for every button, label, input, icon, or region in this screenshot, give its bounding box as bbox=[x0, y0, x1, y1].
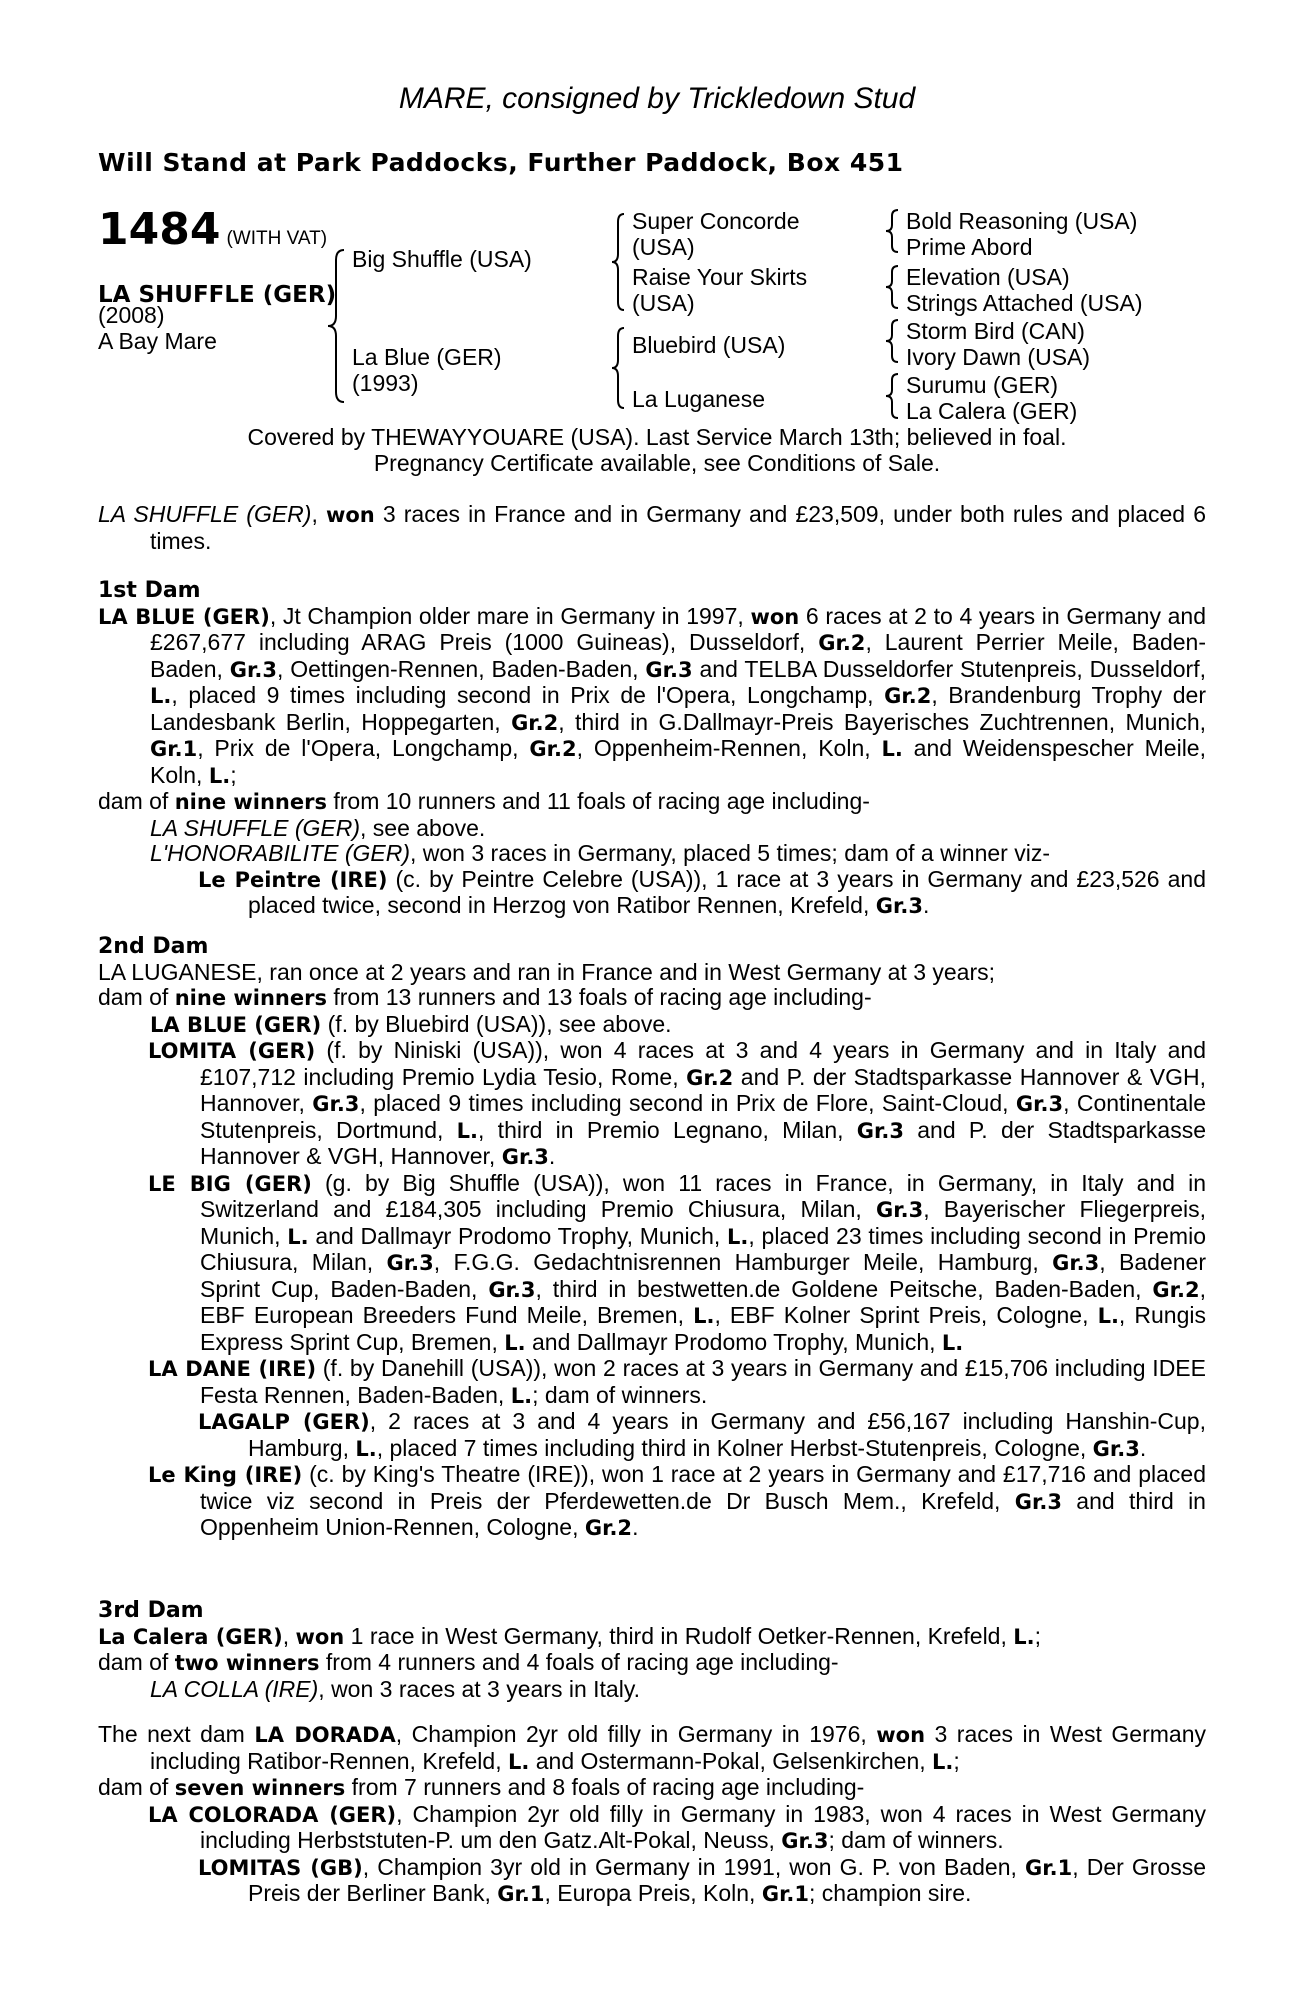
produce-item bbox=[98, 1462, 1206, 1542]
pregnancy-line: Pregnancy Certificate available, see Conditions of Sale. bbox=[373, 450, 941, 476]
produce-name: Le King (IRE) bbox=[148, 1463, 303, 1487]
grade-label: Gr.3 bbox=[312, 1092, 360, 1116]
winners-count: nine winners bbox=[174, 790, 327, 814]
produce-name: LOMITA (GER) bbox=[148, 1039, 316, 1063]
next-dam-name: LA DORADA bbox=[254, 1723, 396, 1747]
text: (f. by Danehill (USA)), won 2 races at 3 years in Germany and £15,706 including IDEE Festa Rennen, Baden-Baden, bbox=[200, 1355, 1206, 1408]
text: , Oettingen-Rennen, Baden-Baden, bbox=[276, 655, 646, 682]
grade-label: Gr.1 bbox=[761, 1882, 810, 1906]
text: ; dam of winners. bbox=[532, 1381, 708, 1408]
grade-label: Gr.3 bbox=[1052, 1251, 1100, 1275]
listed-label: L. bbox=[1097, 1304, 1119, 1328]
produce-name: LA COLORADA (GER) bbox=[148, 1802, 397, 1827]
stand-location: Will Stand at Park Paddocks, Further Paddock, Box 451 bbox=[98, 148, 904, 177]
grade-label: Gr.3 bbox=[501, 1145, 549, 1169]
grade-label: Gr.3 bbox=[781, 1829, 829, 1853]
text: (f. by Niniski (USA)), won 4 races at 3 and 4 years in Germany and in Italy and £107,712 including Premio Lydia Tesio, Rome, bbox=[200, 1037, 1206, 1090]
lot-number-block bbox=[98, 204, 327, 255]
text: ; bbox=[953, 1747, 960, 1774]
text: (f. by Bluebird (USA)), see above. bbox=[321, 1010, 672, 1037]
text: , Jt Champion older mare in Germany in 1997, bbox=[269, 602, 751, 629]
text: 6 races at 2 to 4 years in Germany and £267,677 including ARAG Preis (1000 Guineas), Dusseldorf, bbox=[150, 602, 1207, 655]
pedigree-sire: Big Shuffle (USA) bbox=[352, 246, 532, 272]
text: dam of bbox=[98, 788, 175, 814]
text: from 4 runners and 4 foals of racing age including- bbox=[319, 1649, 839, 1675]
text: , Bayerischer Fliegerpreis, Munich, bbox=[200, 1196, 1206, 1249]
text: . bbox=[548, 1143, 556, 1169]
next-dam-section bbox=[98, 1722, 1206, 1908]
first-dam-section bbox=[98, 578, 1206, 920]
first-dam-name: LA BLUE (GER) bbox=[98, 604, 270, 629]
listed-label: L. bbox=[1013, 1624, 1035, 1649]
text: , Rungis Express Sprint Cup, Bremen, bbox=[200, 1302, 1207, 1355]
covering-line: Covered by THEWAYYOUARE (USA). Last Service March 13th; believed in foal. bbox=[247, 424, 1067, 450]
pedigree-dds: Surumu (GER) bbox=[906, 372, 1059, 398]
text: 3 races in West Germany including Ratibor-Rennen, Krefeld, bbox=[150, 1721, 1206, 1774]
text: , Champion 2yr old filly in Germany in 1976, bbox=[395, 1721, 877, 1747]
text: , won 3 races in Germany, placed 5 times; dam of a winner viz- bbox=[410, 840, 1051, 866]
lot-number: 1484 bbox=[98, 204, 221, 255]
grade-label: Gr.2 bbox=[529, 737, 577, 761]
grade-label: Gr.3 bbox=[386, 1251, 434, 1275]
pedigree-sss: Bold Reasoning (USA) bbox=[906, 208, 1138, 234]
produce-name: LE BIG (GER) bbox=[148, 1171, 312, 1196]
listed-label: L. bbox=[510, 1383, 533, 1408]
grade-label: Gr.3 bbox=[229, 657, 277, 682]
pedigree-brace-ds bbox=[880, 316, 902, 366]
text: The next dam bbox=[98, 1721, 255, 1747]
first-dam-heading: 1st Dam bbox=[98, 578, 201, 603]
text: , Oppenheim-Rennen, Koln, bbox=[576, 735, 882, 761]
text: (c. by Peintre Celebre (USA)), 1 race at 3 years in Germany and £23,526 and placed twice, second in Herzog von Ratibor Rennen, Krefeld, bbox=[248, 865, 1206, 918]
text: and Ostermann-Pokal, Gelsenkirchen, bbox=[529, 1747, 933, 1774]
pedigree-sire-sire-country: (USA) bbox=[632, 234, 695, 260]
pedigree-sire-sire: Super Concorde bbox=[632, 208, 800, 234]
listed-label: L. bbox=[208, 763, 231, 788]
grade-label: Gr.3 bbox=[1092, 1436, 1140, 1461]
intro-text: 3 races in France and in Germany and £23,509, under both rules and placed 6 times. bbox=[150, 501, 1206, 554]
pedigree-brace-main bbox=[320, 246, 350, 406]
text: and P. der Stadtsparkasse Hannover & VGH, Hannover, bbox=[200, 1116, 1206, 1169]
text: , F.G.G. Gedachtnisrennen Hamburger Meile, Hamburg, bbox=[433, 1249, 1053, 1275]
horse-description: A Bay Mare bbox=[98, 328, 217, 354]
text: and TELBA Dusseldorfer Stutenpreis, Dusseldorf, bbox=[692, 655, 1206, 682]
pedigree-sdd: Strings Attached (USA) bbox=[906, 290, 1143, 316]
first-dam-produce-summary bbox=[98, 789, 1206, 816]
text: , see above. bbox=[360, 814, 486, 841]
pedigree-dam-year: (1993) bbox=[352, 370, 419, 396]
text: , EBF Kolner Sprint Preis, Cologne, bbox=[714, 1302, 1098, 1328]
grade-label: Gr.3 bbox=[856, 1118, 904, 1143]
text: . bbox=[1139, 1434, 1147, 1461]
grade-label: Gr.2 bbox=[884, 684, 932, 708]
produce-item bbox=[98, 1409, 1206, 1462]
second-dam-produce-summary bbox=[98, 985, 1206, 1012]
produce-name: LA BLUE (GER) bbox=[150, 1012, 322, 1037]
grade-label: Gr.3 bbox=[1014, 1489, 1062, 1514]
vat-note: (WITH VAT) bbox=[226, 228, 328, 249]
listed-label: L. bbox=[355, 1436, 377, 1461]
text: ; dam of winners. bbox=[828, 1827, 1004, 1853]
first-dam-record bbox=[98, 604, 1206, 790]
third-dam-section bbox=[98, 1598, 1206, 1702]
text: , Laurent Perrier Meile, Baden-Baden, bbox=[150, 629, 1206, 682]
text: and Dallmayr Prodomo Trophy, Munich, bbox=[308, 1222, 728, 1249]
produce-item bbox=[98, 1012, 1206, 1039]
text: from 10 runners and 11 foals of racing age including- bbox=[326, 788, 870, 814]
produce-item bbox=[98, 1802, 1206, 1855]
text: , placed 9 times including second in Prix de l'Opera, Longchamp, bbox=[171, 682, 885, 708]
pedigree-sds: Elevation (USA) bbox=[906, 264, 1070, 290]
produce-name: LA DANE (IRE) bbox=[148, 1357, 317, 1381]
grade-label: Gr.2 bbox=[511, 710, 559, 735]
listed-label: L. bbox=[287, 1224, 309, 1249]
text: from 7 runners and 8 foals of racing age including- bbox=[345, 1774, 865, 1800]
third-dam-name: La Calera (GER) bbox=[98, 1624, 283, 1649]
text: , Prix de l'Opera, Longchamp, bbox=[197, 735, 530, 761]
text: and P. der Stadtsparkasse Hannover & VGH, Hannover, bbox=[200, 1063, 1206, 1116]
text: , won 3 races at 3 years in Italy. bbox=[318, 1675, 641, 1702]
text: , EBF European Breeders Fund Meile, Bremen, bbox=[200, 1275, 1206, 1328]
pedigree-dam-dam: La Luganese bbox=[632, 386, 766, 412]
pedigree-dss: Storm Bird (CAN) bbox=[906, 318, 1085, 344]
produce-name: Le Peintre (IRE) bbox=[198, 867, 388, 892]
won-label: won bbox=[876, 1723, 926, 1747]
produce-item bbox=[98, 1677, 1206, 1703]
winners-count: nine winners bbox=[174, 986, 327, 1010]
listed-label: L. bbox=[504, 1330, 526, 1355]
text: and Dallmayr Prodomo Trophy, Munich, bbox=[525, 1328, 942, 1355]
grade-label: Gr.3 bbox=[645, 657, 693, 682]
consignor-header: MARE, consigned by Trickledown Stud bbox=[398, 82, 916, 115]
text: dam of bbox=[98, 1774, 175, 1800]
text: , third in bestwetten.de Goldene Peitsche, Baden-Baden, bbox=[535, 1275, 1153, 1302]
horse-name: LA SHUFFLE (GER) bbox=[98, 282, 337, 308]
text: , Champion 2yr old filly in Germany in 1983, won 4 races in West Germany including Herbststuten-P. um den Gatz.Alt-Pokal, Neuss, bbox=[200, 1800, 1206, 1853]
pedigree-brace-dam bbox=[606, 324, 628, 412]
grade-label: Gr.3 bbox=[488, 1277, 536, 1302]
second-dam-record: LA LUGANESE, ran once at 2 years and ran in France and in West Germany at 3 years; bbox=[98, 958, 996, 985]
text: , bbox=[282, 1622, 296, 1649]
listed-label: L. bbox=[507, 1749, 530, 1774]
grade-label: Gr.1 bbox=[150, 737, 198, 761]
listed-label: L. bbox=[456, 1118, 479, 1143]
pedigree-brace-ss bbox=[880, 206, 902, 256]
pedigree-brace-dd bbox=[880, 370, 902, 422]
text: (c. by King's Theatre (IRE)), won 1 race at 2 years in Germany and £17,716 and placed twice viz second in Preis der Pferdewetten.de Dr Busch Mem., Krefeld, bbox=[200, 1461, 1206, 1514]
won-label: won bbox=[295, 1624, 345, 1649]
text: (g. by Big Shuffle (USA)), won 11 races in France, in Germany, in Italy and in Switzerland and £184,305 including Premio Chiusura, Milan, bbox=[200, 1169, 1206, 1222]
text: 1 race in West Germany, third in Rudolf Oetker-Rennen, Krefeld, bbox=[344, 1622, 1014, 1649]
text: . bbox=[922, 892, 930, 918]
pedigree-brace-sd bbox=[880, 262, 902, 312]
produce-name: LA SHUFFLE (GER) bbox=[150, 814, 361, 841]
winners-count: seven winners bbox=[174, 1776, 346, 1800]
grade-label: Gr.3 bbox=[875, 894, 923, 918]
covering-note bbox=[0, 424, 1314, 476]
grade-label: Gr.2 bbox=[686, 1065, 734, 1090]
produce-item bbox=[98, 816, 1206, 842]
next-dam-produce-summary bbox=[98, 1775, 1206, 1802]
pedigree-sire-dam-country: (USA) bbox=[632, 290, 695, 316]
intro-section bbox=[98, 502, 1206, 554]
grade-label: Gr.2 bbox=[818, 631, 866, 655]
pedigree-sire-dam: Raise Your Skirts bbox=[632, 264, 808, 290]
text: ; bbox=[1034, 1622, 1041, 1649]
winners-count: two winners bbox=[174, 1651, 320, 1675]
grade-label: Gr.3 bbox=[876, 1198, 924, 1222]
text: , third in G.Dallmayr-Preis Bayerisches Zuchtrennen, Munich, bbox=[558, 708, 1206, 735]
text: and Weidenspescher Meile, Koln, bbox=[150, 735, 1206, 788]
intro-paragraph: LA SHUFFLE (GER), won 3 races in France and in Germany and £23,509, under both rules and placed 6 times. bbox=[98, 501, 1206, 554]
text: , Badener Sprint Cup, Baden-Baden, bbox=[200, 1249, 1206, 1302]
grade-label: Gr.1 bbox=[497, 1882, 545, 1906]
produce-name: LOMITAS (GB) bbox=[198, 1855, 363, 1880]
listed-label: L. bbox=[693, 1304, 715, 1328]
grade-label: Gr.2 bbox=[584, 1516, 633, 1540]
listed-label: L. bbox=[932, 1749, 954, 1774]
produce-item bbox=[98, 867, 1206, 920]
third-dam-produce-summary bbox=[98, 1650, 1206, 1677]
third-dam-heading: 3rd Dam bbox=[98, 1598, 204, 1623]
grade-label: Gr.2 bbox=[1152, 1277, 1200, 1302]
produce-item bbox=[98, 1356, 1206, 1409]
listed-label: L. bbox=[727, 1224, 749, 1249]
text: , Brandenburg Trophy der Landesbank Berlin, Hoppegarten, bbox=[150, 682, 1207, 735]
pedigree-ssd: Prime Abord bbox=[906, 234, 1033, 260]
text: , Der Grosse Preis der Berliner Bank, bbox=[248, 1853, 1206, 1906]
text: , third in Premio Legnano, Milan, bbox=[478, 1116, 857, 1143]
intro-horse-name: LA SHUFFLE (GER) bbox=[98, 501, 312, 527]
text: , placed 23 times including second in Premio Chiusura, Milan, bbox=[200, 1222, 1206, 1275]
produce-item bbox=[98, 841, 1206, 867]
text: . bbox=[632, 1514, 639, 1540]
text: ; bbox=[230, 761, 237, 788]
next-dam-record bbox=[98, 1722, 1206, 1775]
pedigree-dam-sire: Bluebird (USA) bbox=[632, 332, 786, 358]
text: ; champion sire. bbox=[809, 1880, 972, 1906]
text: , Champion 3yr old in Germany in 1991, won G. P. von Baden, bbox=[362, 1853, 1026, 1880]
text: , placed 9 times including second in Prix de Flore, Saint-Cloud, bbox=[359, 1090, 1016, 1116]
second-dam-section bbox=[98, 934, 1206, 1542]
listed-label: L. bbox=[881, 737, 903, 761]
listed-label: L. bbox=[941, 1330, 964, 1355]
won-label: won bbox=[325, 503, 375, 527]
produce-name: LA COLLA (IRE) bbox=[150, 1675, 319, 1702]
text: , Europa Preis, Koln, bbox=[544, 1880, 762, 1906]
pedigree-ddd: La Calera (GER) bbox=[906, 398, 1078, 424]
produce-name: LAGALP (GER) bbox=[198, 1410, 370, 1434]
text: and third in Oppenheim Union-Rennen, Cologne, bbox=[200, 1487, 1206, 1540]
text: , placed 7 times including third in Kolner Herbst-Stutenpreis, Cologne, bbox=[376, 1434, 1093, 1461]
grade-label: Gr.1 bbox=[1025, 1855, 1073, 1880]
third-dam-record bbox=[98, 1624, 1206, 1651]
grade-label: Gr.3 bbox=[1015, 1092, 1064, 1116]
pedigree-brace-sire bbox=[606, 210, 628, 314]
pedigree-dsd: Ivory Dawn (USA) bbox=[906, 344, 1091, 370]
produce-item bbox=[98, 1171, 1206, 1357]
produce-item bbox=[98, 1038, 1206, 1171]
second-dam-heading: 2nd Dam bbox=[98, 934, 209, 959]
produce-item bbox=[98, 1855, 1206, 1908]
text: dam of bbox=[98, 1649, 175, 1675]
foaling-year: (2008) bbox=[98, 302, 165, 328]
won-label: won bbox=[750, 604, 800, 629]
text: , Continentale Stutenpreis, Dortmund, bbox=[200, 1090, 1206, 1143]
text: , 2 races at 3 and 4 years in Germany and £56,167 including Hanshin-Cup, Hamburg, bbox=[248, 1408, 1206, 1461]
text: from 13 runners and 13 foals of racing age including- bbox=[326, 984, 872, 1010]
listed-label: L. bbox=[150, 684, 172, 708]
pedigree-dam-name: La Blue (GER) bbox=[352, 344, 502, 370]
text: dam of bbox=[98, 984, 175, 1010]
produce-name: L'HONORABILITE (GER) bbox=[150, 840, 410, 866]
